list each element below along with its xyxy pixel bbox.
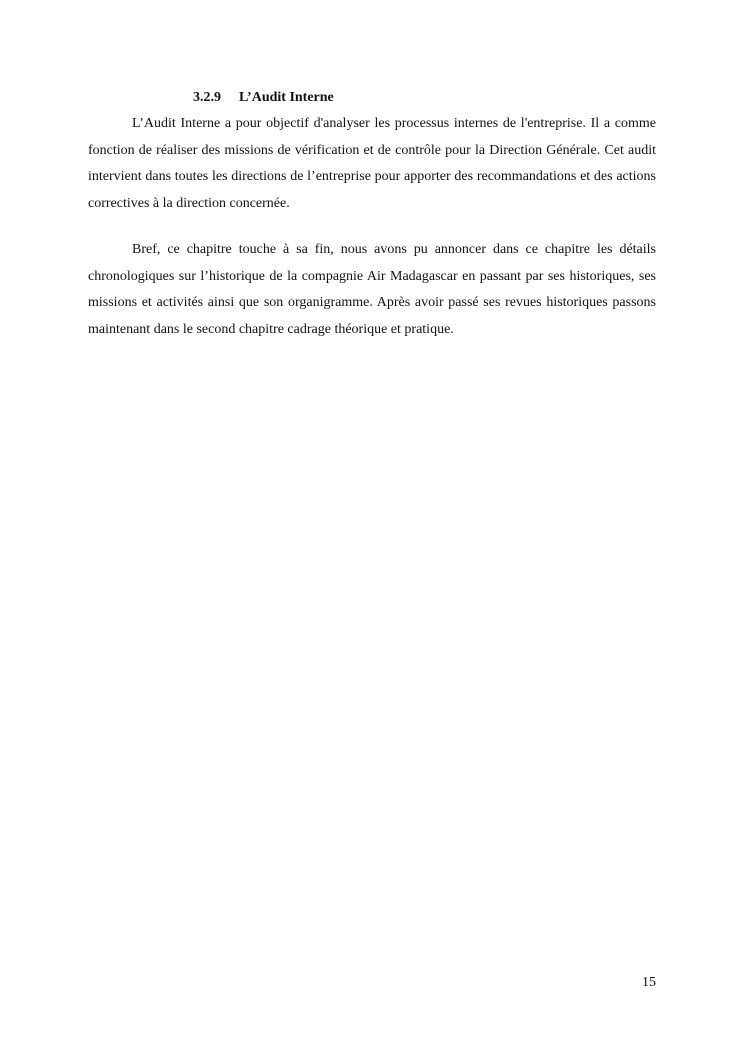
page-number: 15 <box>642 975 656 990</box>
section-number: 3.2.9 <box>193 90 221 105</box>
section-title: L’Audit Interne <box>239 90 334 105</box>
section-heading <box>193 89 334 107</box>
paragraph-audit-interne: L’Audit Interne a pour objectif d'analyser les processus internes de l'entreprise. Il a comme fonction de réaliser des missions de vérification et de contrôle pour la Direction Générale. Cet audit intervient dans toutes les directions de l’entreprise pour apporter des recommandations et des actions correctives à la direction concernée. <box>88 116 656 211</box>
paragraph-conclusion: Bref, ce chapitre touche à sa fin, nous avons pu annoncer dans ce chapitre les détails chronologiques sur l’historique de la compagnie Air Madagascar en passant par ses historiques, ses missions et activités ainsi que son organigramme. Après avoir passé ses revues historiques passons maintenant dans le second chapitre cadrage théorique et pratique. <box>88 242 656 337</box>
